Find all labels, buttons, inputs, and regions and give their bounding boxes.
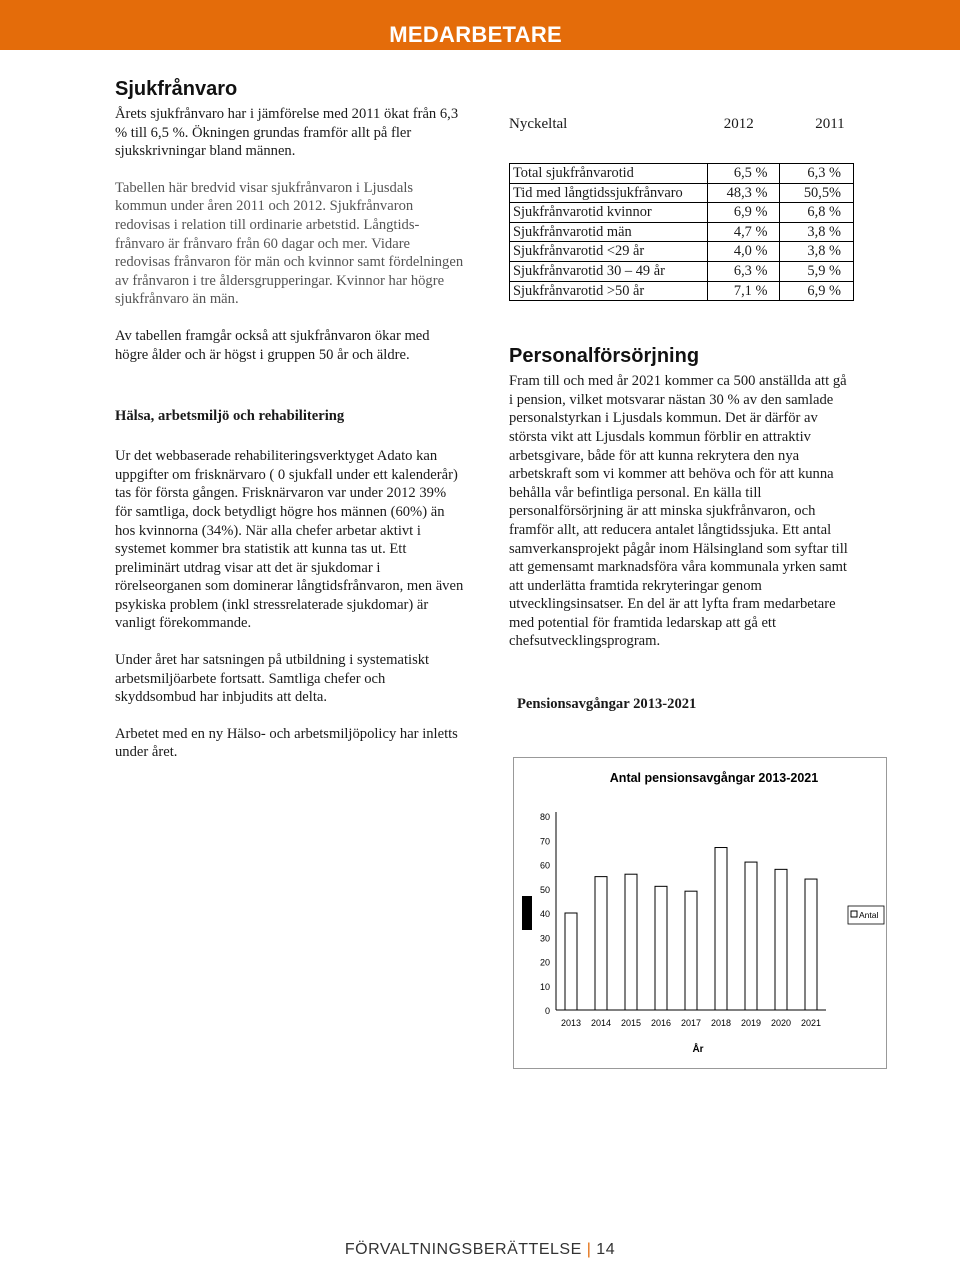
pension-heading: Pensionsavgångar 2013-2021 (517, 696, 697, 712)
page-footer (0, 1241, 960, 1259)
health-paragraph: Ur det webbaserade rehabiliteringsverktyget Adato kan uppgifter om frisknärvaro ( 0 sjukfall under ett kalenderår) tas för första gången. Frisknärvaron var under 2012 39% för samtliga, dock betydligt högre hos männen (60%) än hos kvinnorna (34%). När alla chefer arbetar aktivt i systemet kommer bra statistik att kunna tas ut. Ett preliminärt utdrag visar att det är sjukdomar i rörelseorganen som dominerar långtidsfrånvaron, men även psykiska problem (inkl stressrelaterade sjukdomar) är vanligt förekommande. (115, 448, 464, 632)
sick-leave-heading: Sjukfrånvaro (115, 78, 238, 100)
key-figures-row (510, 222, 854, 242)
key-figures-row (510, 164, 854, 184)
y-tick-label: 30 (539, 933, 550, 944)
y-tick-label: 70 (539, 836, 550, 847)
key-figures-year-2011: 2011 (815, 116, 845, 132)
key-figure-label: Sjukfrånvarotid män (510, 222, 708, 242)
pension-chart (513, 757, 887, 1069)
bar (565, 913, 577, 1010)
bar (745, 862, 757, 1010)
key-figure-2012: 4,0 % (708, 242, 780, 262)
key-figures-row (510, 261, 854, 281)
bar (655, 886, 667, 1010)
key-figure-2012: 4,7 % (708, 222, 780, 242)
x-tick-label: 2019 (740, 1018, 762, 1028)
training-paragraph: Under året har satsningen på utbildning i systematiskt arbetsmiljöarbete fortsatt. Samtliga chefer och skyddsombud har inbjudits att delta. (115, 652, 430, 706)
legend-swatch (851, 911, 857, 917)
health-heading: Hälsa, arbetsmiljö och rehabilitering (115, 408, 345, 425)
chart-title: Antal pensionsavgångar 2013-2021 (609, 771, 819, 785)
footer-section: FÖRVALTNINGSBERÄTTELSE (344, 1241, 582, 1258)
x-tick-label: 2016 (650, 1018, 672, 1028)
key-figure-2012: 6,3 % (708, 261, 780, 281)
key-figure-2011: 6,3 % (780, 164, 854, 184)
y-tick-label: 50 (539, 884, 550, 895)
y-tick-label: 80 (539, 812, 550, 822)
x-tick-label: 2015 (620, 1018, 642, 1028)
key-figure-2012: 6,9 % (708, 203, 780, 223)
y-tick-label: 10 (539, 981, 550, 992)
key-figures-row (510, 242, 854, 262)
key-figure-label: Total sjukfrånvarotid (510, 164, 708, 184)
x-tick-label: 2014 (590, 1018, 612, 1028)
x-tick-label: 2018 (710, 1018, 732, 1028)
left-column (115, 78, 465, 762)
x-tick-label: 2013 (560, 1018, 582, 1028)
policy-paragraph: Arbetet med en ny Hälso- och arbetsmiljöpolicy har inletts under året. (115, 725, 458, 761)
key-figure-2011: 3,8 % (780, 242, 854, 262)
staffing-heading: Personalförsörjning (509, 345, 700, 368)
right-column (509, 116, 854, 651)
y-tick-label: 60 (539, 860, 550, 871)
key-figure-label: Sjukfrånvarotid <29 år (510, 242, 708, 262)
x-tick-label: 2020 (770, 1018, 792, 1028)
key-figure-2011: 6,9 % (780, 281, 854, 301)
bar (625, 874, 637, 1010)
sick-leave-table-description: Tabellen här bredvid visar sjukfrånvaron i Ljusdals kommun under åren 2011 och 2012. Sjukfrånvaron redovisas i relation till ordinarie arbetstid. Långtids-frånvaro är frånvaro från 60 dagar och mer. Vidare redovisas frånvaron för män och kvinnor samt fördelningen av frånvaron i tre åldersgrupperingar. Kvinnor har högre sjukfrånvaro än män. (115, 179, 464, 308)
x-axis-label: År (692, 1044, 704, 1055)
key-figure-2011: 3,8 % (780, 222, 854, 242)
y-tick-label: 0 (544, 1006, 550, 1016)
key-figures-row (510, 281, 854, 301)
key-figure-2012: 48,3 % (708, 183, 780, 203)
staffing-paragraph: Fram till och med år 2021 kommer ca 500 anställda att gå i pension, vilket motsvarar nästan 30 % av den samlade personalstyrkan i Ljusdals kommun. Det är därför av största vikt att Ljusdals kommun förblir en attraktiv arbetsgivare, både för att kunna rekrytera den nya arbetskraft som vi kommer att behöva och för att kunna behålla vår befintliga personal. En källa till personalförsörjning är att minska sjukfrånvaron, och framför allt, att reducera antalet långtidssjuka. Ett antal samverkansprojekt pågår inom Hälsingland som syftar till att gemensamt marknadsföra våra kommunala yrken samt att underlätta framtida rekryteringar genom utvecklingsinsatser. En del är att lyfta fram medarbetare med potential för framtida ledarskap att gå ett chefsutvecklingsprogram. (509, 373, 848, 650)
key-figures-label: Nyckeltal (509, 116, 568, 132)
axis-panel-marker (522, 896, 532, 930)
key-figures-row (510, 203, 854, 223)
page-number: 14 (596, 1241, 616, 1258)
key-figure-2011: 5,9 % (780, 261, 854, 281)
y-tick-label: 20 (539, 957, 550, 968)
x-tick-label: 2017 (680, 1018, 702, 1028)
key-figure-label: Tid med långtidssjukfrånvaro (510, 183, 708, 203)
bar (805, 879, 817, 1010)
key-figure-2011: 50,5% (780, 183, 854, 203)
key-figure-2012: 7,1 % (708, 281, 780, 301)
key-figures-row (510, 183, 854, 203)
section-title: MEDARBETARE (389, 22, 562, 47)
sick-leave-age-note: Av tabellen framgår också att sjukfrånvaron ökar med högre ålder och är högst i gruppen 50 år och äldre. (115, 327, 430, 363)
key-figures-year-2012: 2012 (723, 116, 754, 132)
key-figure-2011: 6,8 % (780, 203, 854, 223)
bar (685, 891, 697, 1010)
y-tick-label: 40 (539, 909, 550, 919)
bar (775, 869, 787, 1010)
pension-chart-svg (514, 758, 886, 1068)
key-figures-header (509, 116, 854, 133)
key-figures-table (509, 163, 854, 301)
footer-separator: | (586, 1241, 592, 1258)
key-figure-label: Sjukfrånvarotid 30 – 49 år (510, 261, 708, 281)
key-figure-2012: 6,5 % (708, 164, 780, 184)
bar (715, 848, 727, 1010)
bar (595, 877, 607, 1010)
key-figure-label: Sjukfrånvarotid kvinnor (510, 203, 708, 223)
key-figure-label: Sjukfrånvarotid >50 år (510, 281, 708, 301)
sick-leave-intro: Årets sjukfrånvaro har i jämförelse med 2011 ökat från 6,3 % till 6,5 %. Ökningen grundas framför allt på fler sjukskrivningar bland männen. (115, 106, 459, 160)
legend-label: Antal (859, 910, 879, 920)
x-tick-label: 2021 (800, 1018, 822, 1028)
